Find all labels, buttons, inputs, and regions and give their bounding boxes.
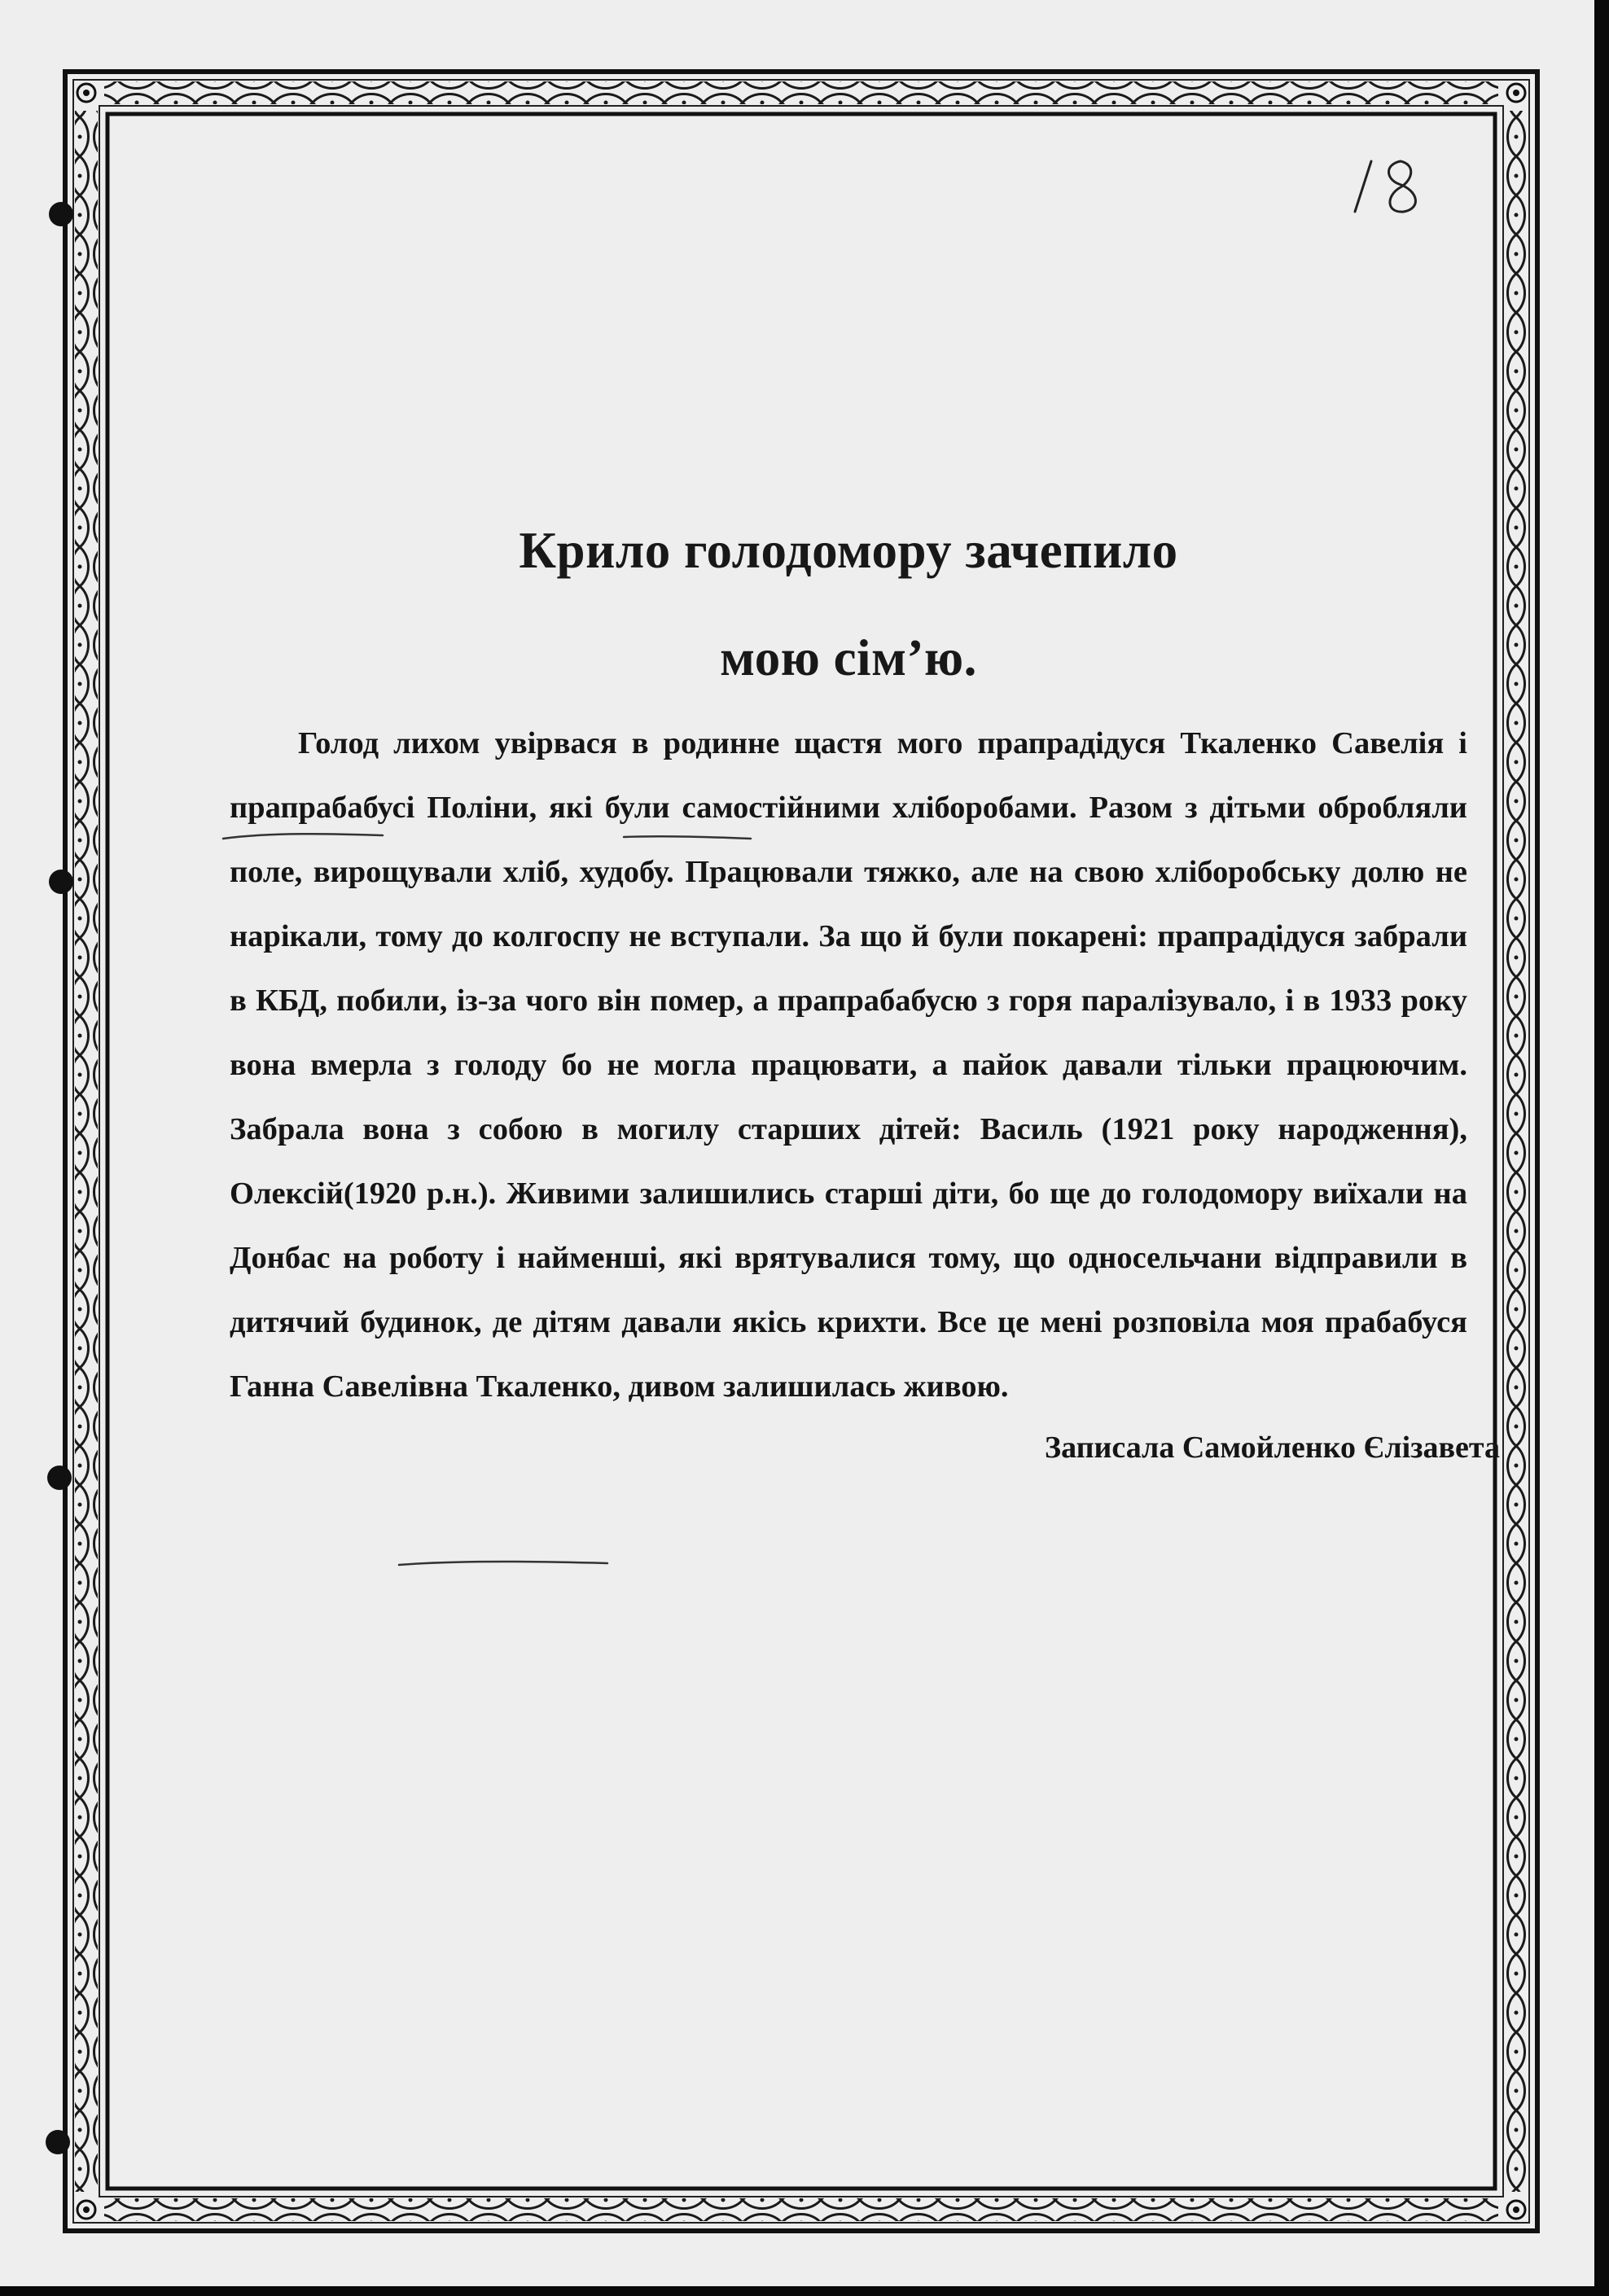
document-title [230, 497, 1467, 712]
punch-hole [46, 2130, 70, 2154]
pencil-underline [221, 830, 384, 842]
handwritten-page-number [1344, 155, 1441, 220]
pencil-underline [397, 1558, 609, 1570]
title-line-2: мою сім’ю. [720, 629, 977, 686]
story-paragraph: Голод лихом увірвася в родинне щастя мого прапрадідуся Ткаленко Савелія і прапрабабусі Поліни, які були самостійними хліборобами. Разом з дітьми обробляли поле, вирощували хліб, худобу. Працювали тяжко, але на свою хліборобську долю не нарікали, тому до колгоспу не вступали. За що й були покарені: прапрадідуся забрали в КБД, побили, із-за чого він помер, а прапрабабусю з горя паралізувало, і в 1933 року вона вмерла з голоду бо не могла працювати, а пайок давали тільки працюючим. Забрала вона з собою в могилу старших дітей: Василь (1921 року народження), Олексій(1920 р.н.). Живими залишились старші діти, бо ще до голодомору виїхали на Донбас на роботу і найменші, які врятувалися тому, що односельчани відправили в дитячий будинок, де дітям давали якісь крихти. Все це мені розповіла моя прабабуся Ганна Савелівна Ткаленко, дивом залишилась живою. [230, 726, 1467, 1404]
document-content [230, 497, 1500, 1476]
punch-hole [49, 202, 73, 226]
page-number-text: 18 [1344, 155, 1345, 156]
title-line-1: Крило голодомору зачепило [519, 522, 1178, 579]
pencil-underline [622, 832, 752, 843]
punch-hole [47, 1466, 72, 1490]
signature-line: Записала Самойленко Єлізавета [1045, 1431, 1500, 1465]
punch-hole [49, 870, 73, 894]
